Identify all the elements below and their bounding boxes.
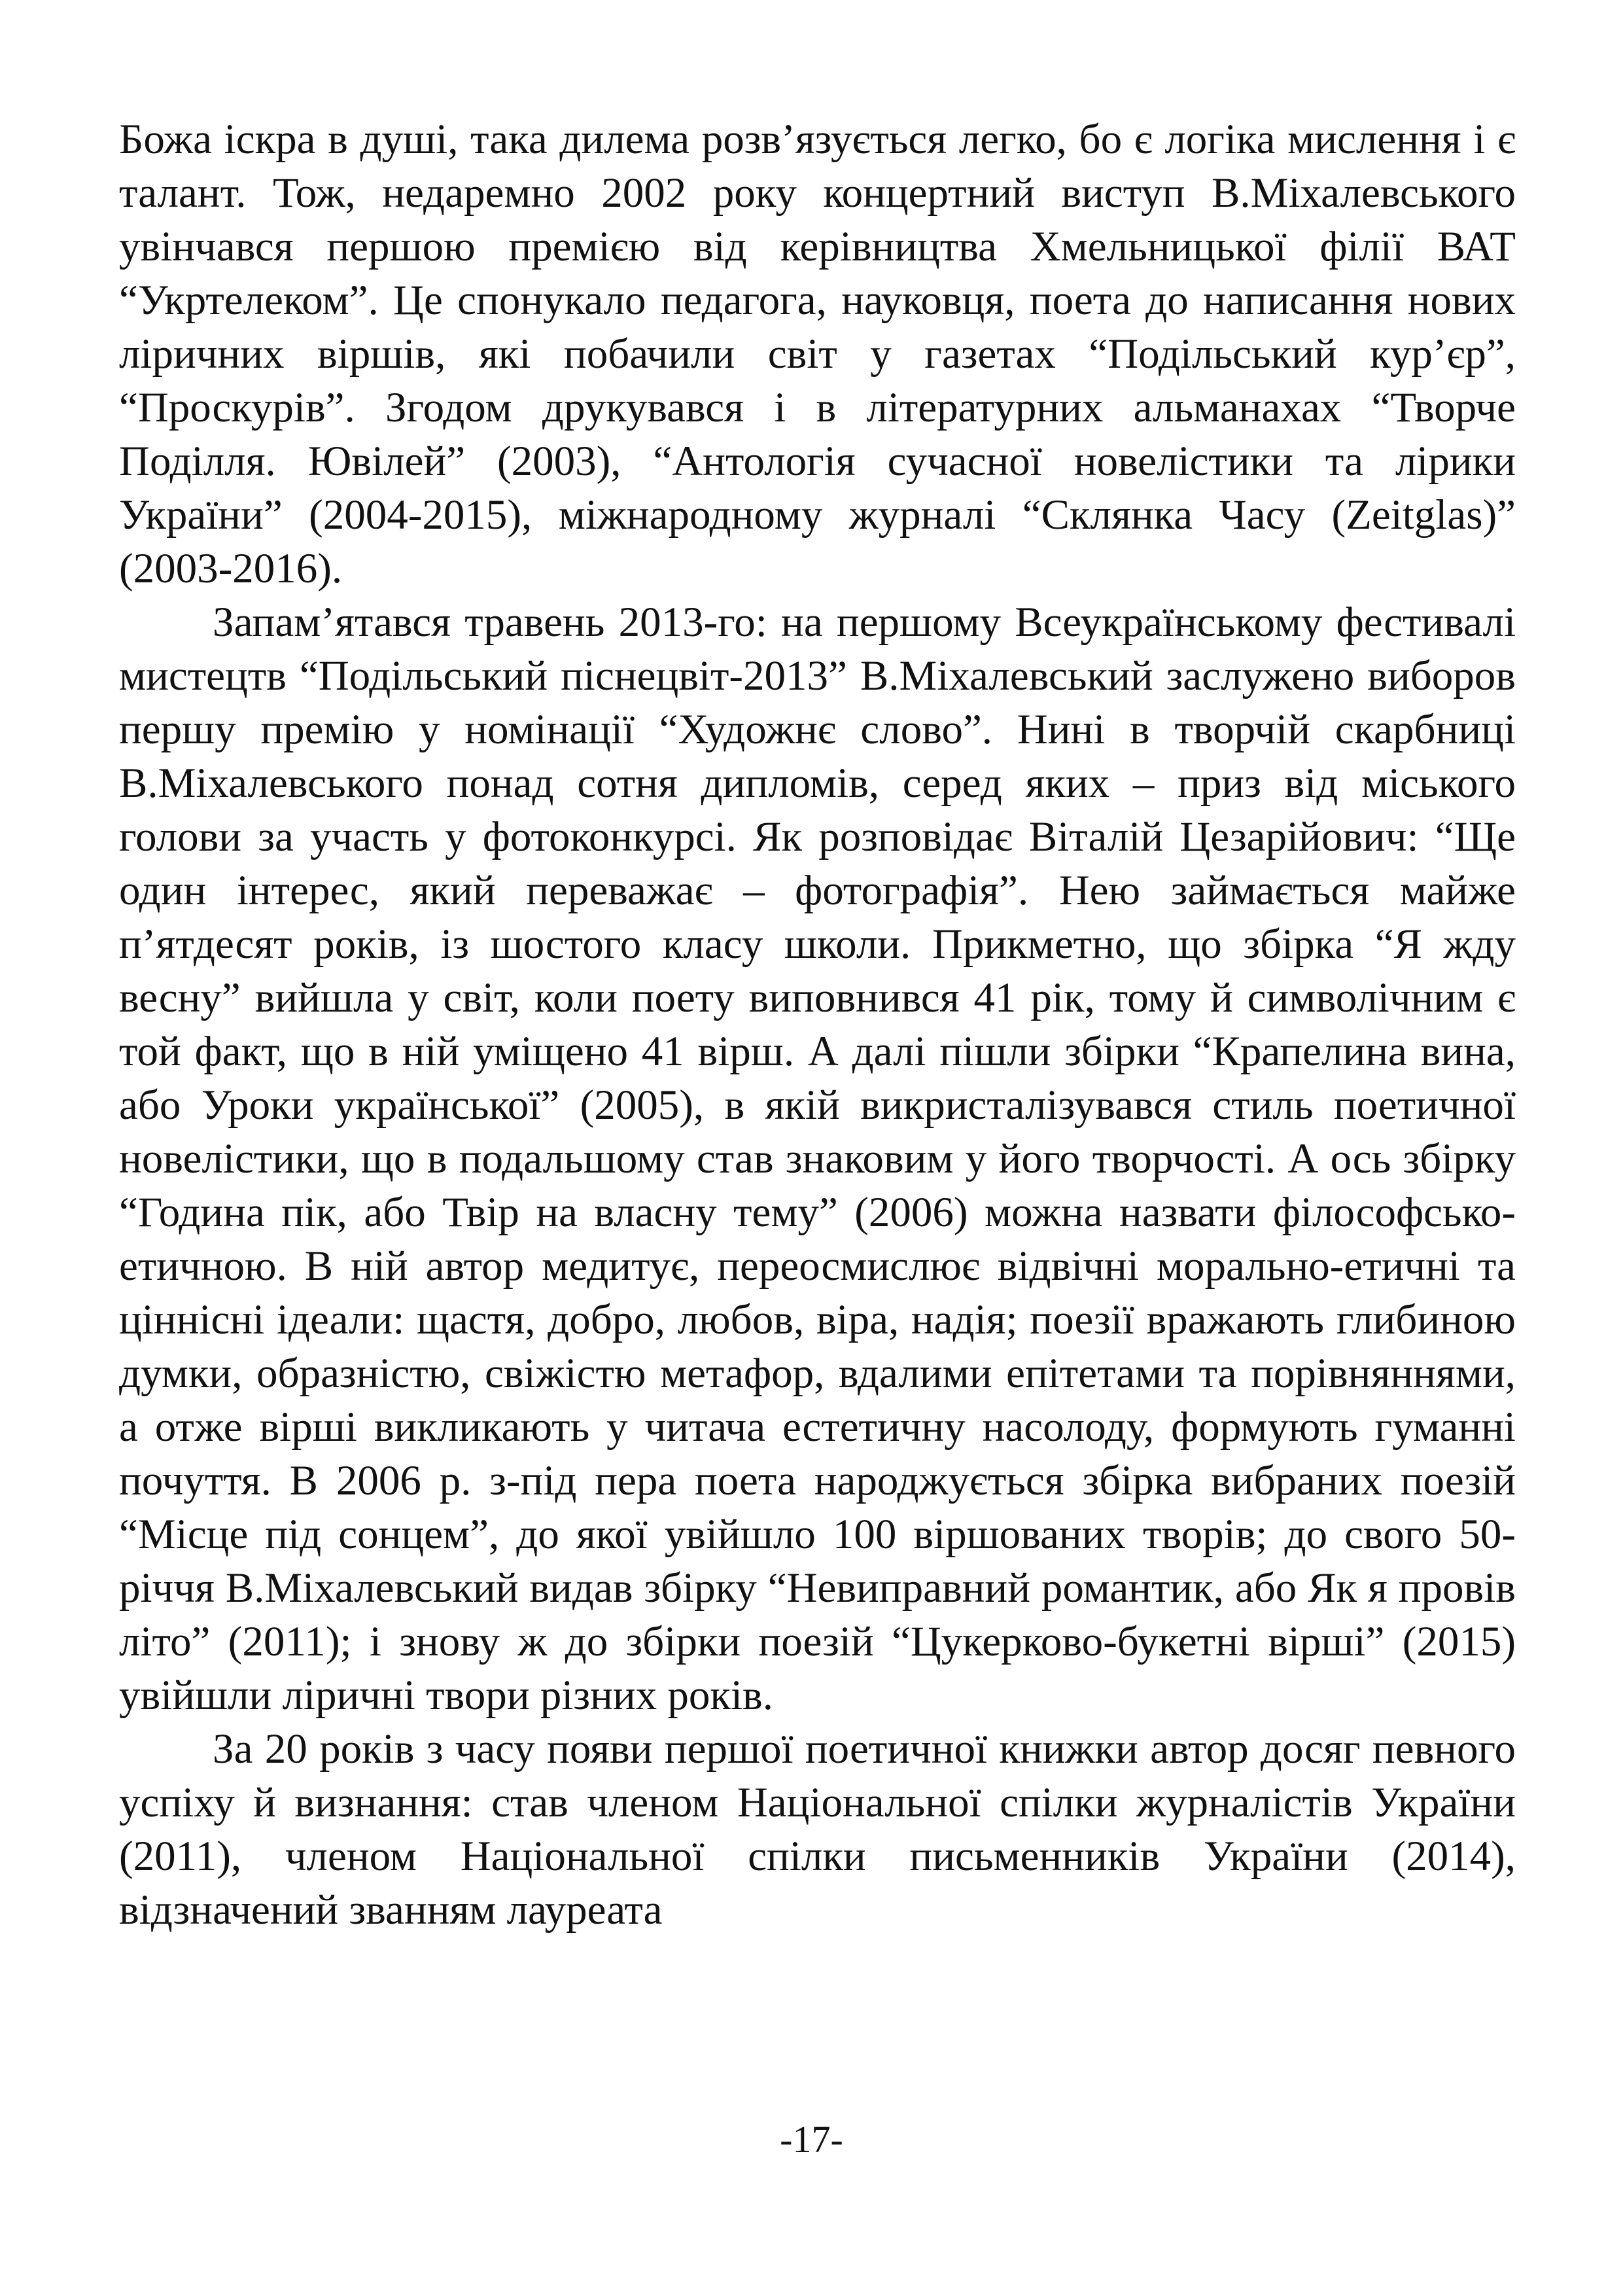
paragraph-1: Божа іскра в душі, така дилема розв’язується легко, бо є логіка мислення і є талант. Тож, недаремно 2002 року концертний виступ В.Міхалевського увінчався першою премією від керівництва Хмельницької філії ВАТ “Укртелеком”. Це спонукало педагога, науковця, поета до написання нових ліричних віршів, які побачили світ у газетах “Подільський кур’єр”, “Проскурів”. Згодом друкувався і в літературних альманахах “Творче Поділля. Ювілей” (2003), “Антологія сучасної новелістики та лірики України” (2004-2015), міжнародному журналі “Склянка Часу (Zeitglas)” (2003-2016). [119,116,1516,592]
paragraph-3: За 20 років з часу появи першої поетичної книжки автор досяг певного успіху й визнання: став членом Національної спілки журналістів України (2011), членом Національної спілки письменників України (2014), відзначений званням лауреата [119,1725,1516,1934]
page-number: -17- [780,2118,843,2161]
paragraph-2: Запам’ятався травень 2013-го: на першому Всеукраїнському фестивалі мистецтв “Подільський піснецвіт-2013” В.Міхалевський заслужено виборов першу премію у номінації “Художнє слово”. Нині в творчій скарбниці В.Міхалевського понад сотня дипломів, серед яких – приз від міського голови за участь у фотоконкурсі. Як розповідає Віталій Цезарійович: “Ще один інтерес, який переважає – фотографія”. Нею займається майже п’ятдесят років, із шостого класу школи. Прикметно, що збірка “Я жду весну” вийшла у світ, коли поету виповнився 41 рік, тому й символічним є той факт, що в ній уміщено 41 вірш. А далі пішли збірки “Крапелина вина, або Уроки української” (2005), в якій викристалізувався стиль поетичної новелістики, що в подальшому став знаковим у його творчості. А ось збірку “Година пік, або Твір на власну тему” (2006) можна назвати філософсько-етичною. В ній автор медитує, переосмислює відвічні морально-етичні та ціннісні ідеали: щастя, добро, любов, віра, надія; поезії вражають глибиною думки, образністю, свіжістю метафор, вдалими епітетами та порівняннями, а отже вірші викликають у читача естетичну насолоду, формують гуманні почуття. В 2006 р. з-під пера поета народжується збірка вибраних поезій “Місце під сонцем”, до якої увійшло 100 віршованих творів; до свого 50-річчя В.Міхалевський видав збірку “Невиправний романтик, або Як я провів літо” (2011); і знову ж до збірки поезій “Цукерково-букетні вірші” (2015) увійшли ліричні твори різних років. [119,599,1516,1719]
body-text [119,113,1516,1937]
